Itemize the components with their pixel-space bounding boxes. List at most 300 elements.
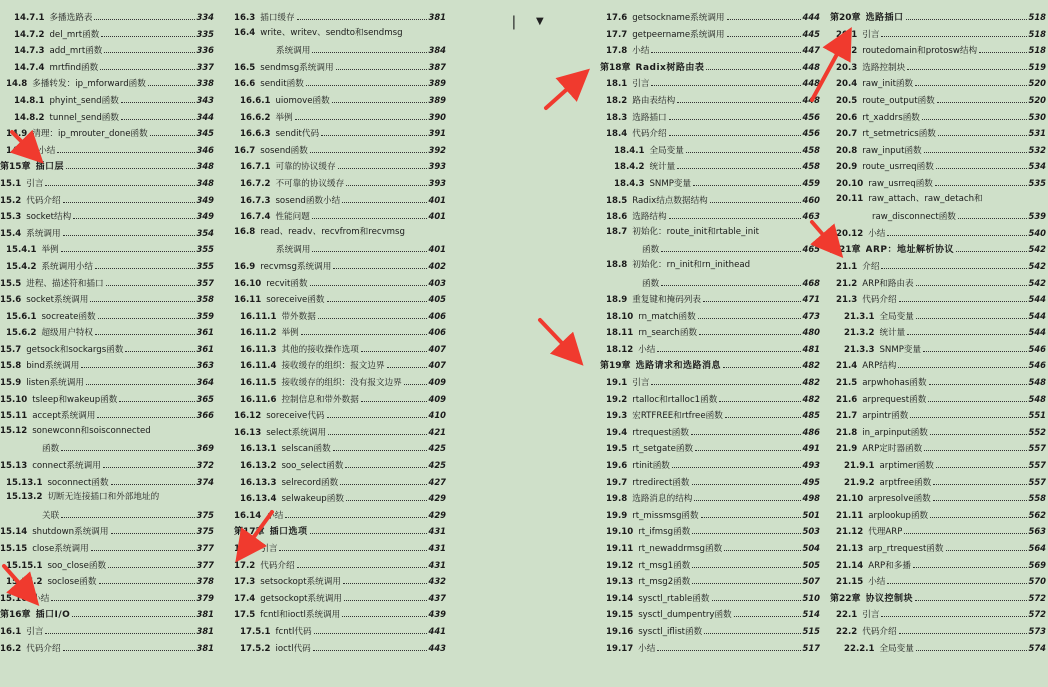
page-number: 364 — [196, 377, 214, 388]
section-title: shutdown系统调用 — [32, 527, 109, 538]
section-number: 19.7 — [606, 477, 628, 488]
dot-leader — [677, 157, 800, 169]
page-number: 443 — [428, 642, 446, 653]
section-title: selrecord函数 — [281, 477, 339, 488]
section-number: 19.15 — [606, 610, 634, 621]
section-number: 18.7 — [606, 226, 628, 237]
toc-entry-row — [830, 257, 1046, 274]
toc-entry-row — [830, 506, 1046, 523]
toc-entry-row — [600, 556, 820, 573]
section-number: 18.6 — [606, 212, 628, 223]
section-number: 18.4 — [606, 129, 628, 140]
toc-entry-row — [600, 605, 820, 622]
section-number: 15.1 — [0, 178, 22, 189]
page-number: 354 — [196, 227, 214, 238]
page-number: 503 — [802, 526, 820, 537]
page-number: 406 — [428, 310, 446, 321]
section-title: setsockopt系统调用 — [260, 577, 341, 588]
toc-entry-row — [830, 25, 1046, 42]
section-title: raw_input函数 — [862, 145, 922, 156]
dot-leader — [343, 572, 427, 584]
section-number: 20.10 — [836, 178, 864, 189]
page-number: 518 — [1028, 28, 1046, 39]
page-number: 374 — [196, 476, 214, 487]
page-number: 366 — [196, 410, 214, 421]
section-title: rtrequest函数 — [632, 427, 689, 438]
dot-leader — [81, 356, 194, 368]
dot-leader — [97, 406, 194, 418]
section-title: 多播转发：ip_mforward函数 — [32, 79, 146, 90]
dot-leader — [701, 506, 801, 518]
toc-chapter-row — [0, 157, 214, 174]
page-number: 381 — [428, 12, 446, 22]
dot-leader — [922, 108, 1027, 120]
section-title: raw_disconnect函数 — [872, 212, 956, 223]
toc-entry-row — [830, 74, 1046, 91]
section-title: 选路插口 — [865, 13, 904, 23]
toc-entry-row — [600, 25, 820, 42]
toc-entry-row — [234, 307, 446, 324]
page-number: 520 — [1028, 94, 1046, 105]
toc-entry-row — [0, 91, 214, 108]
page-number: 427 — [428, 476, 446, 487]
dot-leader — [361, 390, 427, 402]
section-title: 超级用户特权 — [41, 328, 94, 339]
toc-entry-row — [0, 108, 214, 125]
toc-entry-row — [0, 572, 214, 589]
section-number: 21.11 — [836, 510, 864, 521]
page-number: 563 — [1028, 526, 1046, 537]
page-number: 510 — [802, 592, 820, 603]
dot-leader — [899, 622, 1027, 634]
section-number: 18.11 — [606, 328, 634, 339]
toc-entry-row — [0, 240, 214, 257]
section-title: arprequest函数 — [862, 394, 927, 405]
section-number: 19.6 — [606, 461, 628, 472]
toc-entry-row — [830, 157, 1046, 174]
section-number: 15.13 — [0, 461, 28, 472]
section-number: 14.7.2 — [14, 29, 45, 40]
page-number: 431 — [428, 559, 446, 570]
toc-entry-row — [234, 639, 446, 656]
toc-entry-row — [234, 572, 446, 589]
section-title: rn_search函数 — [638, 328, 698, 339]
toc-entry-row — [830, 174, 1046, 191]
section-number: 19.13 — [606, 577, 634, 588]
page-number: 355 — [196, 244, 214, 255]
section-title: del_mrt函数 — [49, 29, 100, 40]
section-number: 19.3 — [606, 411, 628, 422]
section-number: 第19章 — [600, 361, 631, 372]
section-number: 18.12 — [606, 344, 634, 355]
section-title: SNMP变量 — [649, 178, 692, 189]
dot-leader — [313, 639, 427, 651]
right-page — [596, 0, 1048, 687]
page-number: 570 — [1028, 576, 1046, 587]
page-number: 448 — [802, 94, 820, 105]
page-gutter — [452, 0, 596, 687]
section-title: 小结 — [632, 46, 650, 57]
section-number: 19.16 — [606, 626, 634, 637]
section-title: 小结 — [32, 593, 50, 604]
section-title: rt_setmetrics函数 — [862, 129, 936, 140]
page-number: 407 — [428, 360, 446, 371]
section-number: 15.11 — [0, 411, 28, 422]
toc-entry-row — [0, 41, 214, 58]
page-number: 557 — [1028, 443, 1046, 454]
toc-entry-row — [600, 423, 820, 440]
dot-leader — [297, 556, 427, 568]
section-number: 20.9 — [836, 162, 858, 173]
section-title: 小结 — [868, 577, 886, 588]
section-number: 16.11.4 — [240, 361, 277, 372]
dot-leader — [314, 622, 427, 634]
page-number: 463 — [802, 211, 820, 222]
section-title: raw_init函数 — [862, 79, 914, 90]
dot-leader — [103, 456, 195, 468]
dot-leader — [73, 207, 194, 219]
dot-leader — [651, 41, 800, 53]
section-number: 21.13 — [836, 544, 864, 554]
section-number: 14.9 — [6, 129, 28, 140]
page-number: 349 — [196, 194, 214, 205]
page-number: 535 — [1028, 177, 1046, 188]
section-title: 代码介绍 — [26, 643, 61, 654]
dot-leader — [661, 240, 800, 252]
section-number: 16.11.5 — [240, 378, 277, 389]
section-title: bind系统调用 — [26, 361, 80, 372]
toc-entry-row — [234, 58, 446, 75]
page-number: 429 — [428, 493, 446, 504]
dot-leader — [936, 157, 1027, 169]
page-number: 531 — [1028, 128, 1046, 139]
section-title: 系统调用 — [26, 228, 61, 239]
section-number: 16.6 — [234, 79, 256, 90]
toc-entry-row — [0, 274, 214, 291]
toc-entry-row — [0, 174, 214, 191]
page-number: 355 — [196, 260, 214, 271]
section-title: 代码介绍 — [26, 195, 61, 206]
toc-column-3 — [600, 8, 820, 655]
page-number: 348 — [196, 161, 214, 172]
section-number: 16.3 — [234, 13, 256, 23]
page-number: 552 — [1028, 426, 1046, 437]
page-number: 359 — [196, 310, 214, 321]
page-number: 372 — [196, 460, 214, 471]
toc-entry-row — [600, 257, 820, 274]
section-title: Radix结点数据结构 — [632, 195, 708, 206]
section-title: 选路控制块 — [862, 62, 906, 73]
section-title: rt_newaddrmsg函数 — [638, 544, 723, 554]
page-number: 504 — [802, 543, 820, 553]
section-title: ARP：地址解析协议 — [865, 245, 955, 256]
dot-leader — [695, 439, 800, 451]
toc-entry-row — [234, 191, 446, 208]
dot-leader — [719, 390, 800, 402]
section-number: 17.5 — [234, 610, 256, 621]
toc-entry-row — [830, 539, 1046, 556]
section-title: selscan函数 — [281, 444, 331, 455]
page-number: 519 — [1028, 61, 1046, 72]
section-title: ARP和多播 — [868, 560, 912, 571]
page-number: 551 — [1028, 410, 1046, 421]
section-title: rt_xaddrs函数 — [862, 112, 920, 123]
section-title: read、readv、recvfrom和recvmsg — [260, 226, 405, 237]
dot-leader — [698, 307, 801, 319]
page-number: 381 — [196, 642, 214, 653]
page-number: 357 — [196, 277, 214, 288]
toc-entry-row — [600, 124, 820, 141]
section-number: 16.7.2 — [240, 178, 271, 189]
section-title: 切断无连接插口和外部地址的 — [47, 492, 160, 503]
toc-entry-row — [830, 141, 1046, 158]
dot-leader — [342, 191, 426, 203]
page-number: 517 — [802, 642, 820, 653]
section-number: 15.13.2 — [6, 492, 43, 503]
toc-entry-row — [234, 373, 446, 390]
dot-leader — [95, 257, 194, 269]
section-number: 20.11 — [836, 193, 864, 204]
toc-entry-row — [830, 522, 1046, 539]
page-number: 473 — [802, 310, 820, 321]
page-number: 378 — [196, 576, 214, 587]
toc-entry-row — [0, 373, 214, 390]
section-number: 18.4.3 — [614, 178, 645, 189]
toc-entry-row — [600, 439, 820, 456]
dot-leader — [121, 91, 195, 103]
toc-entry-row — [830, 456, 1046, 473]
toc-entry-row — [234, 157, 446, 174]
dot-leader — [930, 506, 1026, 518]
section-number: 15.5 — [0, 278, 22, 289]
dot-leader — [61, 240, 195, 252]
section-title: route_usrreq函数 — [862, 162, 934, 173]
section-title: rt_msg2函数 — [638, 577, 691, 588]
section-title: arpwhohas函数 — [862, 378, 927, 389]
toc-column-4 — [830, 8, 1046, 655]
page-number: 495 — [802, 476, 820, 487]
section-title: in_arpinput函数 — [862, 427, 928, 438]
section-number: 21.5 — [836, 378, 858, 389]
section-title: 引言 — [26, 178, 44, 189]
page-number: 459 — [802, 177, 820, 188]
section-title: 小结 — [38, 145, 56, 156]
section-title: ARP结构 — [862, 361, 897, 372]
section-title: connect系统调用 — [32, 461, 101, 472]
toc-entry-row — [234, 423, 446, 440]
section-title: arp_rtrequest函数 — [868, 544, 944, 554]
toc-entry-row — [600, 157, 820, 174]
dot-leader — [310, 274, 427, 286]
dot-leader — [72, 605, 194, 617]
dot-leader — [899, 290, 1027, 302]
section-number: 第21章 — [830, 245, 861, 256]
section-number: 21.15 — [836, 577, 864, 588]
section-title: rtalloc和rtalloc1函数 — [632, 394, 718, 405]
dot-leader — [318, 307, 427, 319]
section-number: 18.2 — [606, 95, 628, 106]
page-number: 429 — [428, 509, 446, 520]
toc-entry-row — [600, 639, 820, 656]
section-title: Radix树路由表 — [635, 62, 705, 73]
section-number: 21.7 — [836, 411, 858, 422]
dot-leader — [345, 456, 426, 468]
page-number: 387 — [428, 61, 446, 72]
dot-leader — [327, 290, 427, 302]
toc-entry-row — [234, 323, 446, 340]
toc-entry-row — [0, 74, 214, 91]
dot-leader — [881, 605, 1026, 617]
page-number: 458 — [802, 144, 820, 155]
section-number: 21.3 — [836, 295, 858, 306]
toc-entry-row — [0, 124, 214, 141]
dot-leader — [101, 25, 194, 37]
dot-leader — [111, 473, 195, 485]
section-title: 函数 — [42, 444, 60, 455]
page-number: 532 — [1028, 144, 1046, 155]
section-title: getsock和sockargs函数 — [26, 344, 124, 355]
page-number: 448 — [802, 61, 820, 72]
dot-leader — [285, 506, 426, 518]
toc-entry-row — [600, 240, 820, 257]
section-title: tsleep和wakeup函数 — [32, 394, 118, 405]
page-number: 482 — [802, 393, 820, 404]
toc-entry-row — [600, 456, 820, 473]
dot-leader — [125, 340, 194, 352]
toc-entry-row — [234, 174, 446, 191]
section-number: 16.5 — [234, 62, 256, 73]
toc-entry-row — [600, 589, 820, 606]
section-number: 15.7 — [0, 344, 22, 355]
section-number: 17.6 — [606, 13, 628, 23]
dot-leader — [306, 74, 427, 86]
dot-leader — [677, 91, 800, 103]
toc-entry-row — [600, 373, 820, 390]
dot-leader — [57, 141, 194, 153]
section-number: 19.10 — [606, 527, 634, 538]
dot-leader — [669, 124, 801, 136]
dot-leader — [148, 74, 195, 86]
dot-leader — [312, 207, 427, 219]
section-number: 19.9 — [606, 510, 628, 521]
dot-leader — [63, 191, 195, 203]
toc-entry-row — [600, 141, 820, 158]
dot-leader — [710, 191, 801, 203]
page-number: 480 — [802, 327, 820, 338]
toc-entry-row — [0, 340, 214, 357]
dot-leader — [907, 58, 1026, 70]
section-title: 全局变量 — [879, 311, 914, 322]
toc-entry-row — [600, 41, 820, 58]
toc-entry-row — [600, 506, 820, 523]
dot-leader — [924, 141, 1027, 153]
dot-leader — [387, 356, 427, 368]
toc-entry-row — [600, 274, 820, 291]
dot-leader — [121, 108, 195, 120]
section-number: 22.1 — [836, 610, 858, 621]
section-number: 18.1 — [606, 79, 628, 90]
section-number: 14.7.4 — [14, 62, 45, 73]
dot-leader — [336, 58, 427, 70]
section-title: 引言 — [632, 378, 650, 389]
section-number: 21.4 — [836, 361, 858, 372]
page-number: 542 — [1028, 277, 1046, 288]
section-title: rtinit函数 — [632, 461, 670, 472]
dot-leader — [692, 572, 800, 584]
dot-leader — [910, 406, 1026, 418]
section-number: 21.1 — [836, 261, 858, 272]
page-number: 445 — [802, 28, 820, 39]
section-number: 20.5 — [836, 95, 858, 106]
section-title: 举例 — [275, 112, 293, 123]
toc-entry-row — [234, 141, 446, 158]
toc-entry-row — [234, 290, 446, 307]
section-number: 16.13.2 — [240, 461, 277, 472]
page-number: 514 — [802, 609, 820, 620]
dot-leader — [328, 423, 426, 435]
section-title: write、writev、sendto和sendmsg — [260, 27, 403, 38]
dot-leader — [312, 240, 426, 252]
toc-entry-row — [234, 207, 446, 224]
section-number: 16.8 — [234, 226, 256, 237]
dot-leader — [916, 307, 1027, 319]
section-title: 引言 — [260, 544, 278, 554]
toc-entry-row — [0, 506, 214, 523]
dot-leader — [86, 373, 195, 385]
section-title: 带外数据 — [281, 311, 316, 322]
toc-entry-row — [600, 473, 820, 490]
dot-leader — [100, 58, 194, 70]
page-number: 391 — [428, 128, 446, 139]
toc-entry-row — [234, 108, 446, 125]
page-number: 482 — [802, 360, 820, 371]
dot-leader — [63, 639, 195, 651]
page-number: 482 — [802, 377, 820, 388]
toc-entry-row — [830, 572, 1046, 589]
dot-leader — [295, 108, 427, 120]
page-number: 402 — [428, 260, 446, 271]
toc-entry-row — [234, 556, 446, 573]
toc-chapter-row — [600, 356, 820, 373]
section-number: 14.10 — [6, 145, 34, 156]
section-title: listen系统调用 — [26, 378, 84, 389]
page-number: 498 — [802, 493, 820, 504]
toc-entry-row — [830, 406, 1046, 423]
toc-entry-row — [0, 539, 214, 556]
toc-entry-row — [830, 224, 1046, 241]
toc-entry-row — [830, 356, 1046, 373]
page-number: 401 — [428, 244, 446, 255]
section-number: 21.3.3 — [844, 344, 875, 355]
section-number: 16.7.1 — [240, 162, 271, 173]
section-title: arpintr函数 — [862, 411, 909, 422]
toc-entry-row — [234, 605, 446, 622]
section-number: 21.9 — [836, 444, 858, 455]
section-number: 17.8 — [606, 46, 628, 57]
page-number: 439 — [428, 609, 446, 620]
toc-entry-row — [830, 307, 1046, 324]
dot-leader — [346, 174, 426, 186]
page-number: 486 — [802, 426, 820, 437]
page-number: 432 — [428, 576, 446, 587]
section-title: fcntl代码 — [275, 626, 312, 637]
dot-leader — [669, 108, 801, 120]
page-number: 518 — [1028, 12, 1046, 22]
dot-leader — [106, 274, 195, 286]
dot-leader — [692, 522, 800, 534]
dot-leader — [657, 340, 800, 352]
dot-leader — [712, 589, 801, 601]
